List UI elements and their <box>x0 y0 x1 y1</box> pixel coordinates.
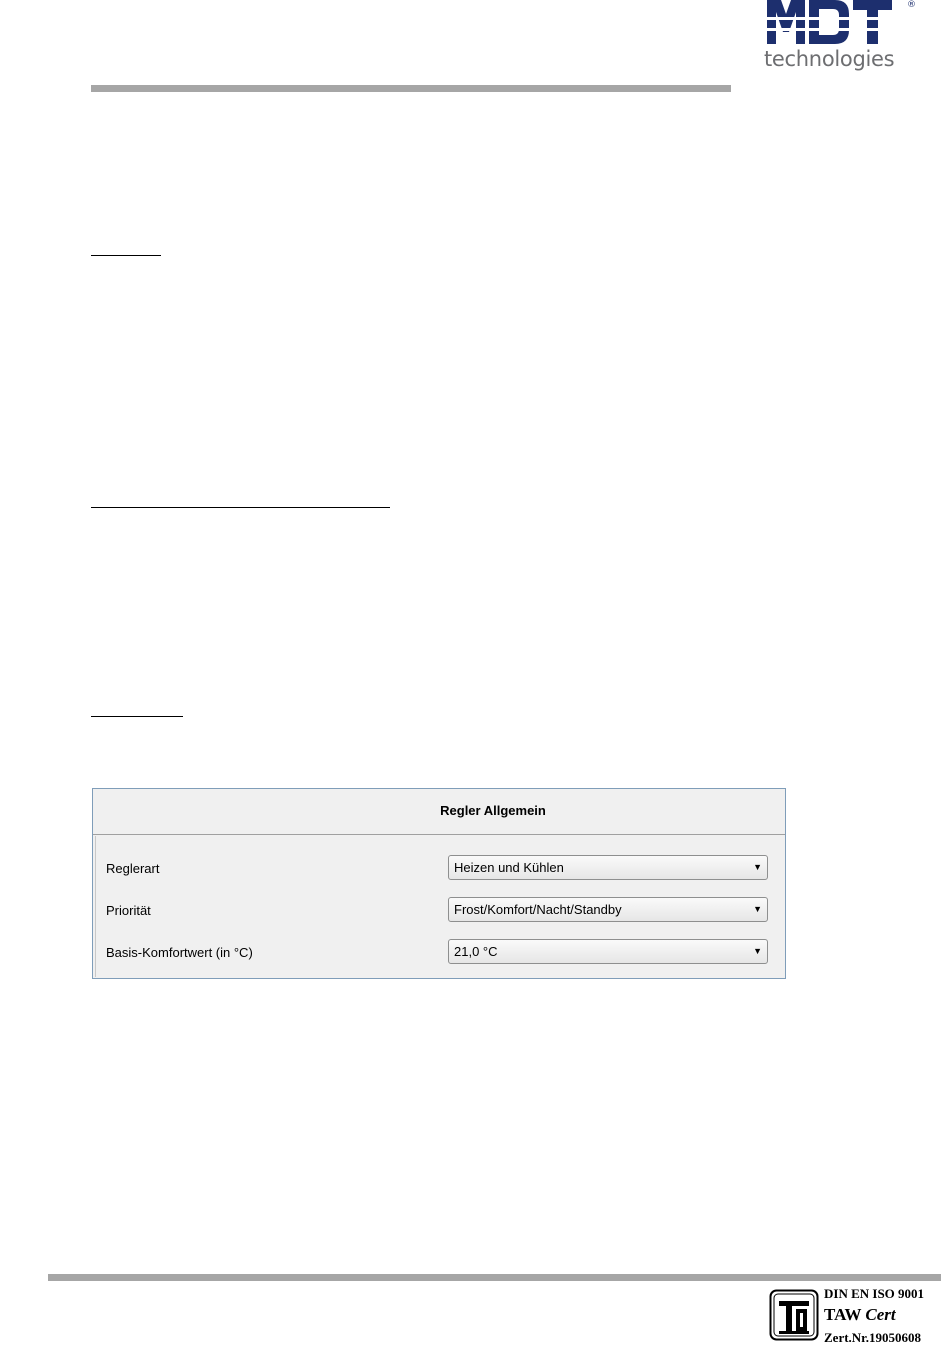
dialog-body <box>95 836 783 977</box>
basis-komfortwert-value: 21,0 °C <box>454 944 498 959</box>
taw-cert-logo-icon <box>769 1289 819 1341</box>
regler-allgemein-dialog <box>92 788 786 979</box>
cert-body-taw: TAW <box>824 1305 866 1324</box>
dialog-header <box>93 789 785 835</box>
param-label-prioritaet: Priorität <box>106 903 151 918</box>
header-divider <box>91 85 731 92</box>
param-label-basis-komfortwert: Basis-Komfortwert (in °C) <box>106 945 253 960</box>
footer-divider <box>48 1274 941 1281</box>
brand-subtitle: technologies <box>764 47 895 71</box>
section-heading-underline-3 <box>91 716 183 717</box>
mdt-wordmark <box>765 0 893 50</box>
cert-body <box>824 1305 896 1325</box>
section-heading-underline-1 <box>91 255 161 256</box>
cert-body-cert: Cert <box>865 1305 896 1324</box>
mdt-logo <box>763 0 923 76</box>
cert-standard: DIN EN ISO 9001 <box>824 1286 925 1301</box>
reglerart-select[interactable] <box>448 855 768 880</box>
registered-mark: ® <box>907 0 916 10</box>
cert-number: Zert.Nr.19050608 <box>824 1330 922 1345</box>
chevron-down-icon[interactable]: ▼ <box>753 862 762 872</box>
prioritaet-value: Frost/Komfort/Nacht/Standby <box>454 902 622 917</box>
chevron-down-icon[interactable]: ▼ <box>753 946 762 956</box>
reglerart-value: Heizen und Kühlen <box>454 860 564 875</box>
param-label-reglerart: Reglerart <box>106 861 160 876</box>
dialog-title: Regler Allgemein <box>440 803 546 818</box>
chevron-down-icon[interactable]: ▼ <box>753 904 762 914</box>
basis-komfortwert-select[interactable] <box>448 939 768 964</box>
prioritaet-select[interactable] <box>448 897 768 922</box>
section-heading-underline-2 <box>91 507 390 508</box>
